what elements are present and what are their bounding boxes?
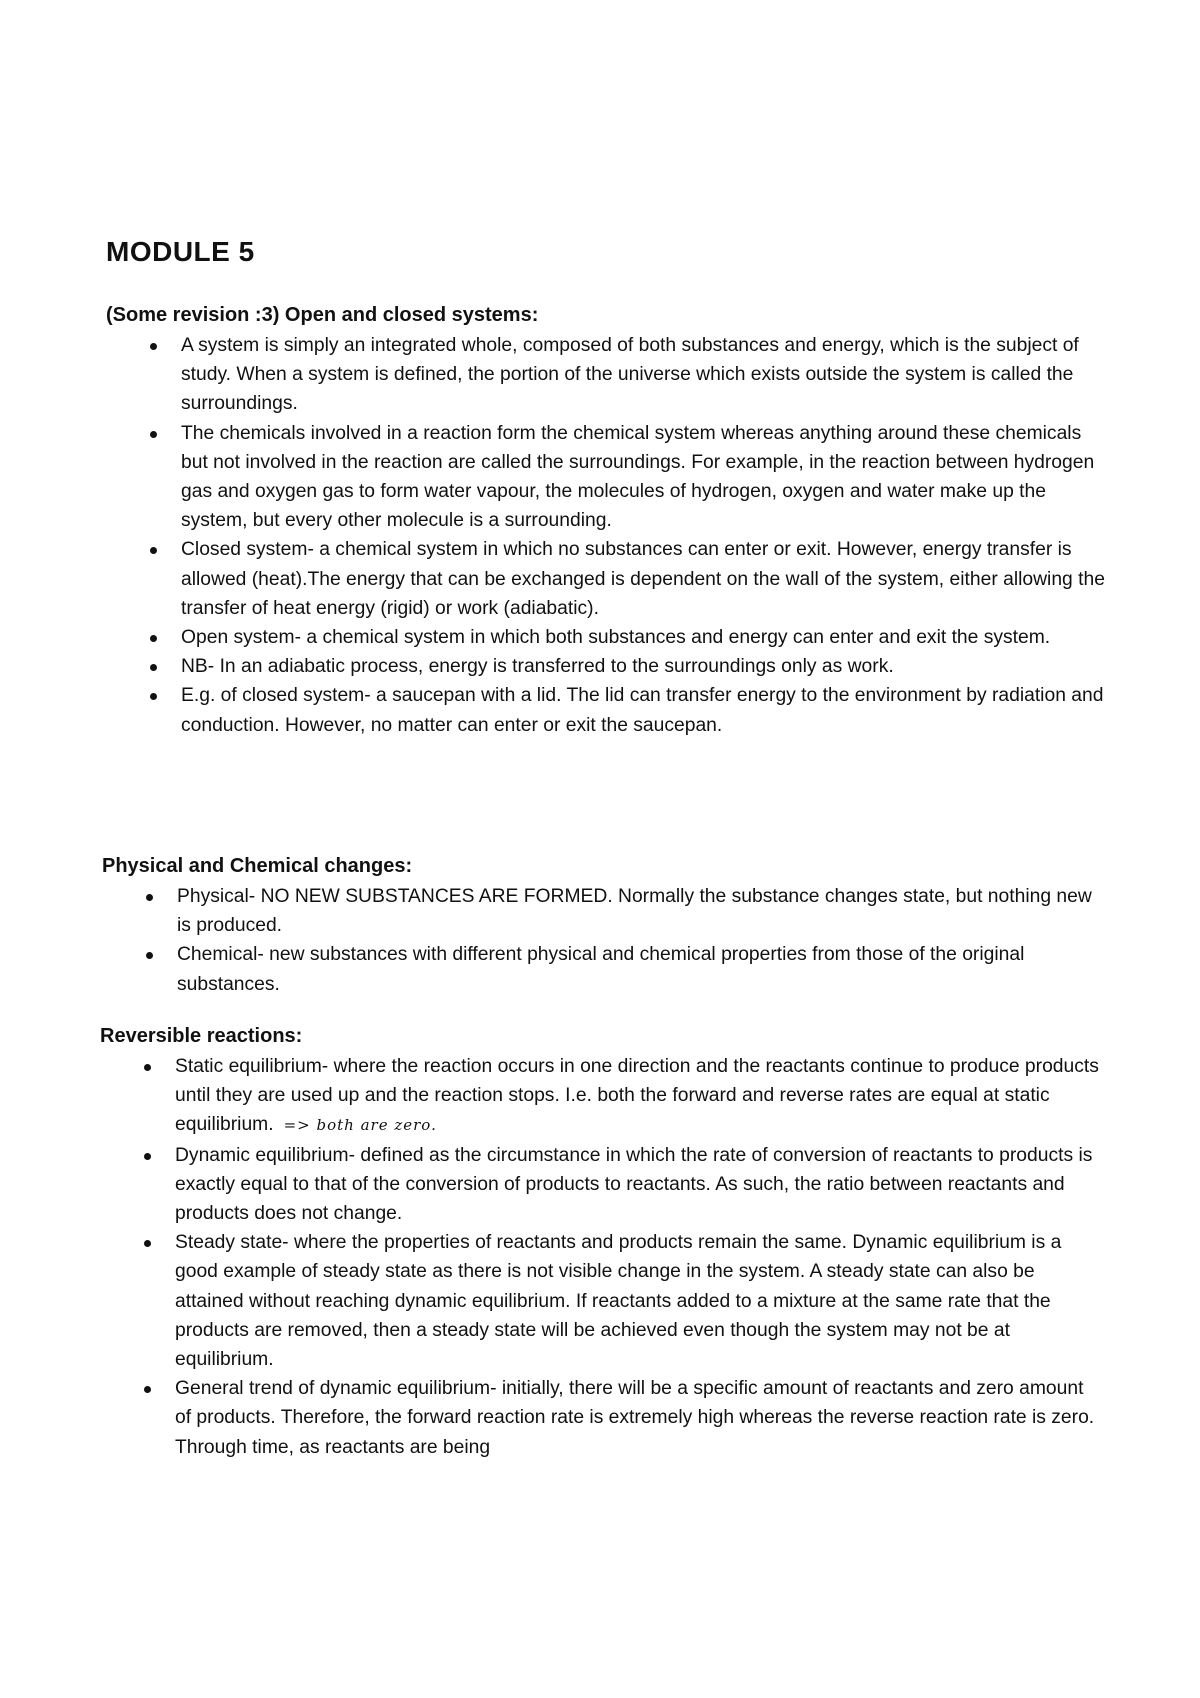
list-item: Open system- a chemical system in which both substances and energy can enter and exit the system.	[106, 623, 1106, 652]
section-physical-chemical-changes	[102, 855, 1102, 999]
bullet-list	[106, 331, 1106, 740]
list-item: E.g. of closed system- a saucepan with a lid. The lid can transfer energy to the environment by radiation and conduction. However, no matter can enter or exit the saucepan.	[106, 681, 1106, 739]
list-item: Steady state- where the properties of reactants and products remain the same. Dynamic equilibrium is a good example of steady state as there is not visible change in the system. A steady state can also be attained without reaching dynamic equilibrium. If reactants added to a mixture at the same rate that the products are removed, then a steady state will be achieved even though the system may not be at equilibrium.	[100, 1228, 1100, 1374]
section-heading: Physical and Chemical changes:	[102, 855, 413, 877]
list-item: Chemical- new substances with different physical and chemical properties from those of the original substances.	[102, 940, 1102, 998]
list-item: Closed system- a chemical system in which no substances can enter or exit. However, energy transfer is allowed (heat).The energy that can be exchanged is dependent on the wall of the system, either allowing the transfer of heat energy (rigid) or work (adiabatic).	[106, 535, 1106, 623]
bullet-list	[102, 882, 1102, 999]
handwritten-note: => both are zero.	[283, 1116, 437, 1135]
section-heading: Reversible reactions:	[100, 1025, 303, 1047]
page-title: MODULE 5	[106, 236, 255, 267]
list-item-text: Static equilibrium- where the reaction occurs in one direction and the reactants continue to produce products until they are used up and the reaction stops. I.e. both the forward and reverse rates are equal at static equilibrium.	[175, 1056, 1099, 1136]
list-item: Dynamic equilibrium- defined as the circumstance in which the rate of conversion of reactants to products is exactly equal to that of the conversion of products to reactants. As such, the ratio between reactants and products does not change.	[100, 1141, 1100, 1229]
list-item: The chemicals involved in a reaction form the chemical system whereas anything around these chemicals but not involved in the reaction are called the surroundings. For example, in the reaction between hydrogen gas and oxygen gas to form water vapour, the molecules of hydrogen, oxygen and water make up the system, but every other molecule is a surrounding.	[106, 419, 1106, 536]
list-item: A system is simply an integrated whole, composed of both substances and energy, which is the subject of study. When a system is defined, the portion of the universe which exists outside the system is called the surroundings.	[106, 331, 1106, 419]
bullet-list	[100, 1052, 1100, 1462]
section-heading: (Some revision :3) Open and closed systems:	[106, 304, 539, 326]
section-reversible-reactions	[100, 1025, 1100, 1462]
list-item: Physical- NO NEW SUBSTANCES ARE FORMED. Normally the substance changes state, but nothing new is produced.	[102, 882, 1102, 940]
section-open-closed-systems	[106, 304, 1106, 740]
list-item: NB- In an adiabatic process, energy is transferred to the surroundings only as work.	[106, 652, 1106, 681]
list-item	[100, 1052, 1100, 1141]
list-item: General trend of dynamic equilibrium- initially, there will be a specific amount of reactants and zero amount of products. Therefore, the forward reaction rate is extremely high whereas the reverse reaction rate is zero. Through time, as reactants are being	[100, 1374, 1100, 1462]
